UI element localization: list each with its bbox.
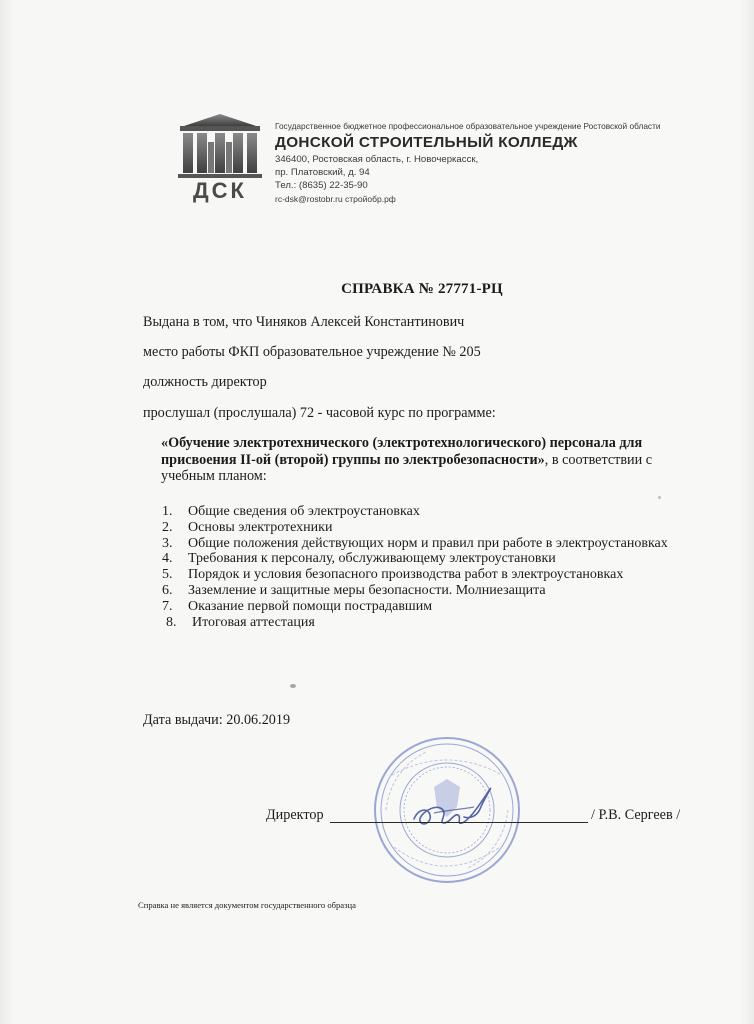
module-number: 1. [162,504,173,519]
signer-name: / Р.В. Сергеев / [591,807,681,823]
module-text: Заземление и защитные меры безопасности. Молниезащита [188,582,546,598]
org-email: rc-dsk@rostobr.ru стройобр.рф [275,194,396,204]
signature-line [330,822,588,823]
director-signature [404,783,514,835]
issued-to-line: Выдана в том, что Чиняков Алексей Константинович [143,314,465,330]
signer-title: Директор [266,807,324,823]
module-text: Итоговая аттестация [192,614,315,630]
module-number: 2. [162,519,173,535]
module-text: Порядок и условия безопасного производства работ в электроустановках [188,567,624,583]
module-text: Требования к персоналу, обслуживающему электроустановки [188,551,556,567]
module-item [162,504,668,520]
module-item [162,599,668,615]
module-number: 4. [162,551,173,567]
scan-speck [658,496,661,499]
module-text: Общие сведения об электроустановках [188,504,420,519]
module-number: 8. [166,614,177,630]
footnote: Справка не является документом государственного образца [138,900,356,910]
module-number: 6. [162,582,173,598]
module-number: 7. [162,598,173,614]
module-item [162,536,668,552]
module-item [162,520,668,536]
org-address-line1: 346400, Ростовская область, г. Новочеркасск, [275,154,479,165]
org-phone: Тел.: (8635) 22-35-90 [275,180,368,191]
org-full-name: Государственное бюджетное профессиональное образовательное учреждение Ростовской области [275,121,661,131]
course-line: прослушал (прослушала) 72 - часовой курс по программе: [143,405,496,421]
program-name: «Обучение электротехнического (электротехнологического) персонала для присвоения II-ой (второй) группы по электробезопасности» [161,435,643,468]
module-text: Основы электротехники [188,519,333,535]
module-item [162,583,668,599]
logo-text: ДСК [193,178,247,203]
position-line: должность директор [143,374,267,390]
issue-date: Дата выдачи: 20.06.2019 [143,712,291,728]
module-item [162,551,668,567]
org-address-line2: пр. Платовский, д. 94 [275,167,370,178]
module-list [162,504,668,630]
module-number: 3. [162,535,173,551]
college-logo [170,112,270,204]
program-description [161,435,681,485]
workplace-line: место работы ФКП образовательное учреждение № 205 [143,344,481,360]
module-item [166,615,668,631]
document-title: СПРАВКА № 27771-РЦ [341,281,503,297]
org-name: ДОНСКОЙ СТРОИТЕЛЬНЫЙ КОЛЛЕДЖ [275,134,578,151]
program-tail: , в соответствии с учебным планом: [161,451,653,484]
module-text: Оказание первой помощи пострадавшим [188,598,433,614]
module-item [162,567,668,583]
module-number: 5. [162,567,173,583]
scan-speck [290,684,296,688]
module-text: Общие положения действующих норм и правил при работе в электроустановках [188,535,668,551]
